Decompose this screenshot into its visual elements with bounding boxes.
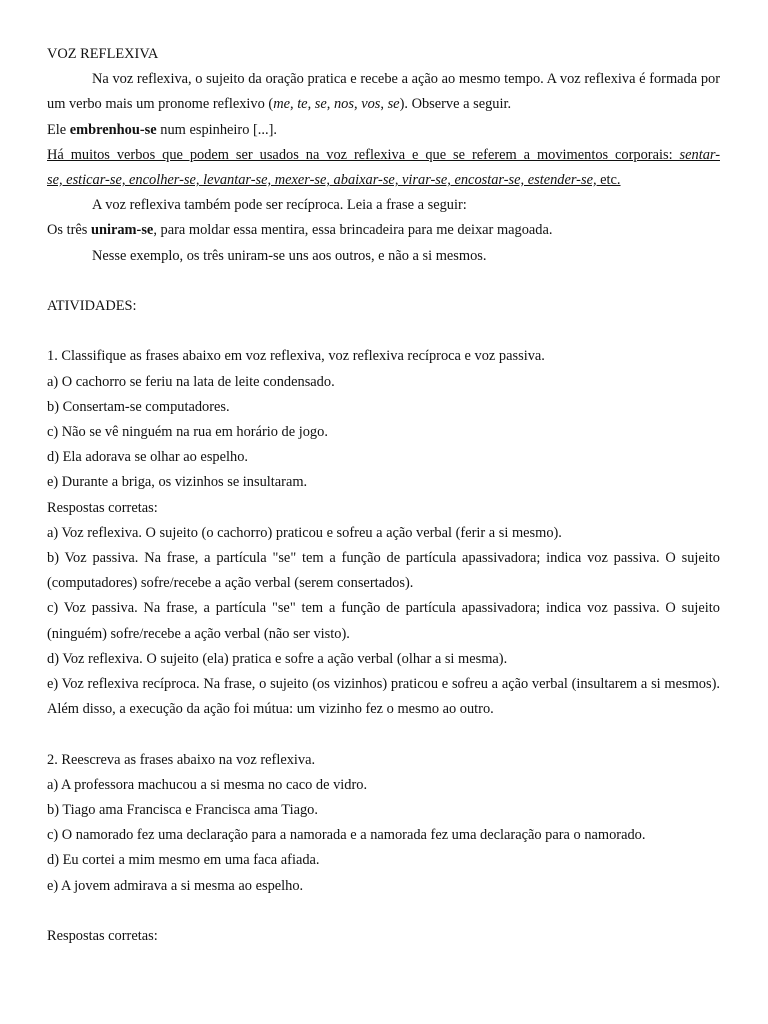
document-page <box>47 42 720 949</box>
note-verbs-start: sentar- <box>679 146 720 163</box>
question-1-answer-c: c) Voz passiva. Na frase, a partícula "se" tem a função de partícula apassivadora; indica voz passiva. O sujeito (ninguém) sofre/recebe a ação verbal (não ser visto). <box>47 600 720 642</box>
separator: , <box>289 96 298 113</box>
example-sentence-2 <box>47 218 720 243</box>
pronoun-nos: nos <box>333 96 354 113</box>
pronoun-se: se <box>314 96 327 113</box>
note-verbs-list: se, esticar-se, encolher-se, levantar-se, mexer-se, abaixar-se, virar-se, encostar-se, estender-se, <box>47 172 597 189</box>
page-title: VOZ REFLEXIVA <box>47 46 159 62</box>
question-2-item-e: e) A jovem admirava a si mesma ao espelho. <box>47 877 304 894</box>
question-1-prompt: 1. Classifique as frases abaixo em voz reflexiva, voz reflexiva recíproca e voz passiva. <box>47 348 545 365</box>
example-2-verb: uniram-se <box>90 222 154 239</box>
separator: , <box>353 96 362 113</box>
question-2-item-b: b) Tiago ama Francisca e Francisca ama Tiago. <box>47 802 318 819</box>
spacer <box>47 319 720 344</box>
question-1-answer-b: b) Voz passiva. Na frase, a partícula "se" tem a função de partícula apassivadora; indica voz passiva. O sujeito (computadores) sofre/recebe a ação verbal (serem consertados). <box>47 550 720 592</box>
question-1-answers-label: Respostas corretas: <box>47 499 158 516</box>
example-1-verb: embrenhou-se <box>69 121 157 138</box>
spacer <box>47 899 720 924</box>
example-1-text-b: num espinheiro [...]. <box>156 121 277 138</box>
question-2-answers-label: Respostas corretas: <box>47 928 158 945</box>
activities-heading: ATIVIDADES: <box>47 298 137 315</box>
reciprocal-explanation: Nesse exemplo, os três uniram-se uns aos outros, e não a si mesmos. <box>92 247 487 264</box>
question-1-answer-a: a) Voz reflexiva. O sujeito (o cachorro) praticou e sofreu a ação verbal (ferir a si mesmo). <box>47 524 562 541</box>
example-sentence-1 <box>47 118 720 143</box>
question-1-item-b: b) Consertam-se computadores. <box>47 398 230 415</box>
separator: , <box>326 96 334 113</box>
question-2-item-a: a) A professora machucou a si mesma no caco de vidro. <box>47 776 368 793</box>
intro-text-b: ). Observe a seguir. <box>399 96 512 113</box>
pronoun-vos: vos <box>361 96 381 113</box>
pronoun-me: me <box>273 96 290 113</box>
note-text: Há muitos verbos que podem ser usados na voz reflexiva e que se referem a movimentos corporais: <box>47 146 680 163</box>
body-movement-note-line-2 <box>47 168 720 193</box>
question-2-prompt: 2. Reescreva as frases abaixo na voz reflexiva. <box>47 751 316 768</box>
pronoun-se-2: se <box>387 96 400 113</box>
question-1-answer-e: e) Voz reflexiva recíproca. Na frase, o sujeito (os vizinhos) praticou e sofreu a ação verbal (insultarem a si mesmos). Além disso, a execução da ação foi mútua: um vizinho fez o mesmo ao outro. <box>47 676 720 718</box>
example-1-text-a: Ele <box>47 121 70 138</box>
note-tail: etc. <box>596 172 621 189</box>
example-2-text-b: , para moldar essa mentira, essa brincadeira para me deixar magoada. <box>153 222 553 239</box>
question-1-item-d: d) Ela adorava se olhar ao espelho. <box>47 449 248 466</box>
question-1-item-a: a) O cachorro se feriu na lata de leite condensado. <box>47 373 335 390</box>
question-1-item-e: e) Durante a briga, os vizinhos se insultaram. <box>47 474 308 491</box>
reciprocal-intro: A voz reflexiva também pode ser recíproca. Leia a frase a seguir: <box>92 197 467 214</box>
separator: , <box>380 96 388 113</box>
question-2-item-d: d) Eu cortei a mim mesmo em uma faca afiada. <box>47 852 320 869</box>
example-2-text-a: Os três <box>47 222 91 239</box>
intro-paragraph <box>47 67 720 117</box>
spacer <box>47 722 720 747</box>
spacer <box>47 269 720 294</box>
question-1-item-c: c) Não se vê ninguém na rua em horário de jogo. <box>47 424 328 441</box>
intro-text-a: Na voz reflexiva, o sujeito da oração pratica e recebe a ação ao mesmo tempo. A voz reflexiva é formada por um verbo mais um pronome reflexivo ( <box>47 71 720 113</box>
pronoun-te: te <box>297 96 308 113</box>
separator: , <box>307 96 315 113</box>
question-2-item-c: c) O namorado fez uma declaração para a namorada e a namorada fez uma declaração para o namorado. <box>47 827 646 844</box>
question-1-answer-d: d) Voz reflexiva. O sujeito (ela) pratica e sofre a ação verbal (olhar a si mesma). <box>47 650 508 667</box>
body-movement-note-line-1 <box>47 143 720 168</box>
